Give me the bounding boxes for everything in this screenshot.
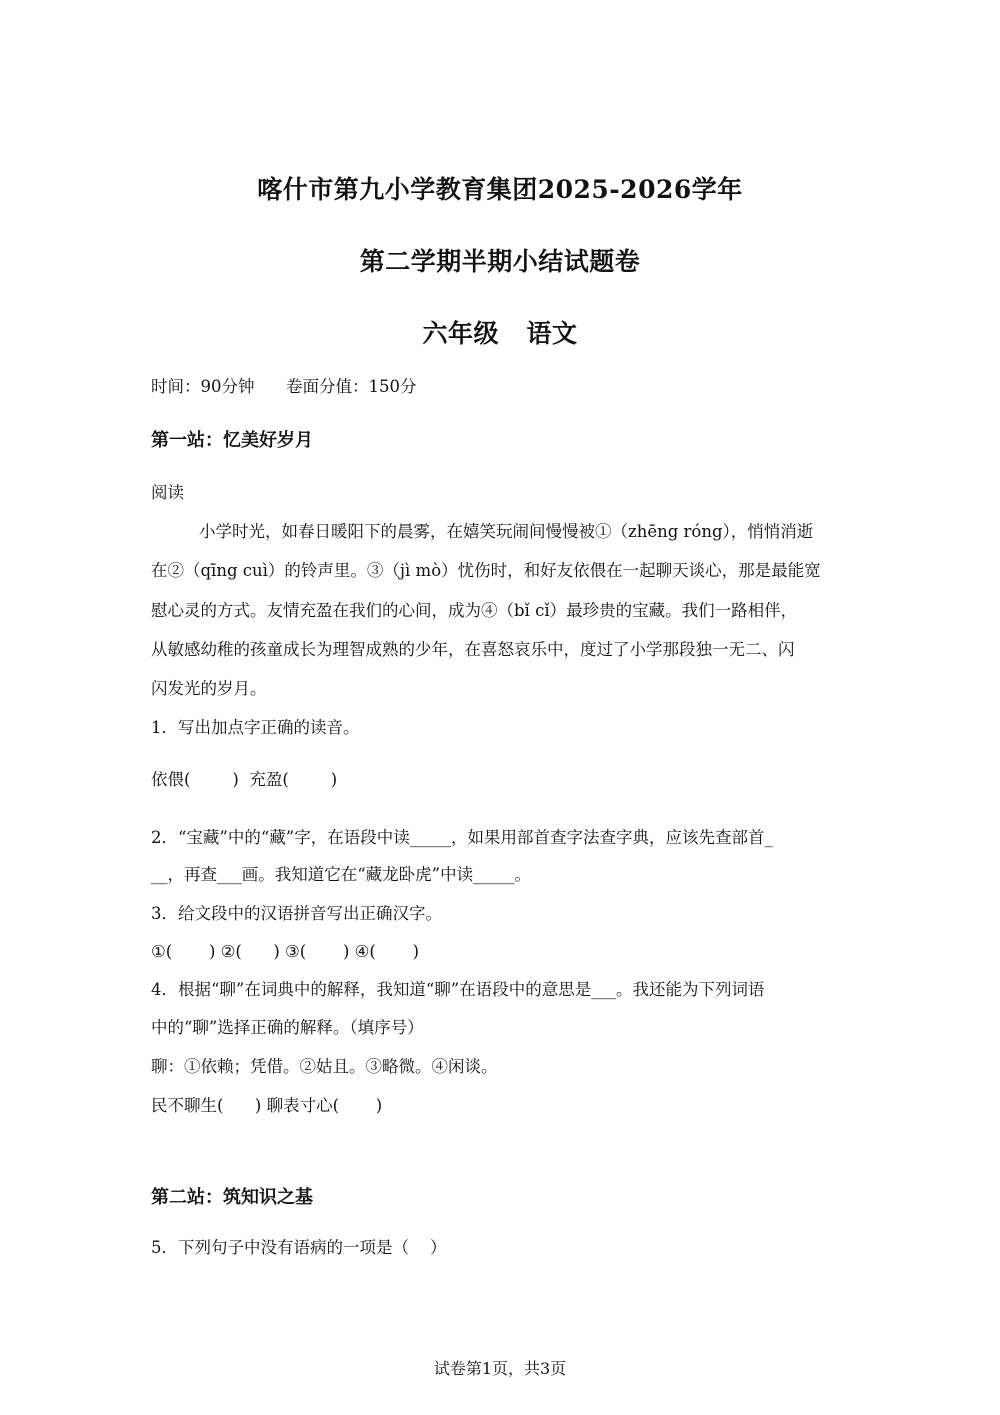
question-2-line-2: __，再查___画。我知道它在“藏龙卧虎”中读_____。 <box>151 865 531 884</box>
passage-line-4: 从敏感幼稚的孩童成长为理智成熟的少年，在喜怒哀乐中，度过了小学那段独一无二、闪 <box>151 640 795 659</box>
passage-line-3: 慰心灵的方式。友情充盈在我们的心间，成为④（bǐ cǐ）最珍贵的宝藏。我们一路相伴， <box>151 601 798 620</box>
question-2-line-1: 2．“宝藏”中的“藏”字，在语段中读_____，如果用部首查字法查字典，应该先查部首_ <box>151 828 773 847</box>
exam-title-line1: 喀什市第九小学教育集团2025-2026学年 <box>257 175 743 204</box>
passage-line-2: 在②（qīng cuì）的铃声里。③（jì mò）忧伤时，和好友依偎在一起聊天谈心，那是最能宽 <box>151 561 821 580</box>
question-4-blanks: 民不聊生( ) 聊表寸心( ) <box>151 1096 383 1115</box>
question-4-line-1: 4．根据“聊”在词典中的解释，我知道“聊”在语段中的意思是___。我还能为下列词语 <box>151 980 765 999</box>
exam-title-line2: 第二学期半期小结试题卷 <box>359 247 641 276</box>
question-5: 5．下列句子中没有语病的一项是（ ） <box>151 1238 447 1257</box>
page-footer: 试卷第1页，共3页 <box>433 1359 567 1378</box>
question-3: 3．给文段中的汉语拼音写出正确汉字。 <box>151 904 442 923</box>
question-3-blanks: ①( ) ②( ) ③( ) ④( ) <box>151 942 420 961</box>
exam-title-line3: 六年级 语文 <box>422 319 578 348</box>
question-1: 1．写出加点字正确的读音。 <box>151 718 360 737</box>
reading-label: 阅读 <box>151 483 184 502</box>
passage-line-1: 小学时光，如春日暖阳下的晨雾，在嬉笑玩闹间慢慢被①（zhēng róng），悄悄消逝 <box>199 522 814 541</box>
section2-heading: 第二站：筑知识之基 <box>151 1187 313 1208</box>
question-1-blanks: 依偎( ) 充盈( ) <box>151 770 338 789</box>
passage-line-5: 闪发光的岁月。 <box>151 679 267 698</box>
time-and-score: 时间：90分钟 卷面分值：150分 <box>151 377 417 396</box>
question-4-line-2: 中的“聊”选择正确的解释。（填序号） <box>151 1018 424 1037</box>
section1-heading: 第一站：忆美好岁月 <box>151 430 313 451</box>
question-4-definition: 聊：①依赖；凭借。②姑且。③略微。④闲谈。 <box>151 1057 498 1076</box>
